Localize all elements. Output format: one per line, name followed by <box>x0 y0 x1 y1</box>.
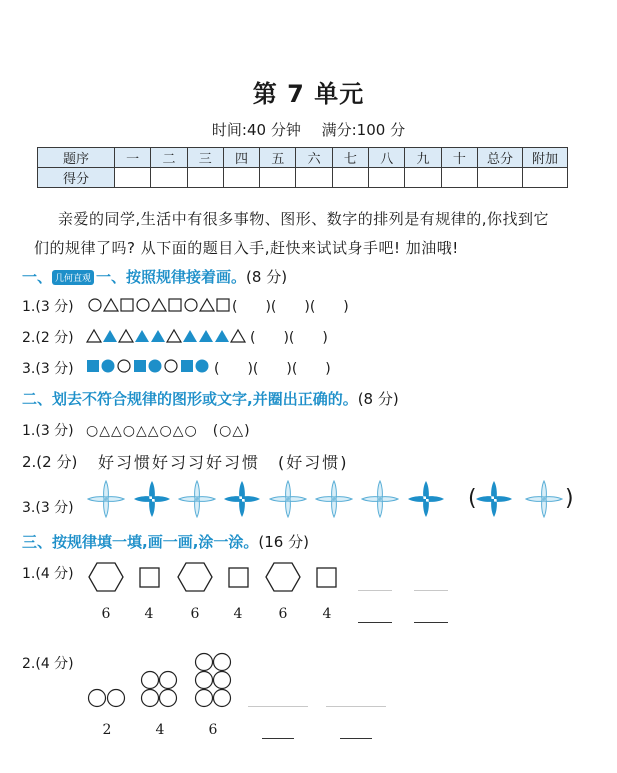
col-header-extra: 附加 <box>523 148 568 168</box>
s3-q1-draw-area-2[interactable] <box>414 590 448 591</box>
s3-q1-answer-line-2[interactable] <box>414 622 448 623</box>
score-cell[interactable] <box>115 168 151 188</box>
section-1-points: (8 分) <box>246 268 288 286</box>
s3-q1-label: 1.(4 分) <box>22 566 74 582</box>
circle-icon <box>118 360 130 372</box>
filled-circle-icon <box>149 360 162 373</box>
s1-q2-shapes <box>86 328 266 344</box>
section-2-points: (8 分) <box>357 390 399 408</box>
hexagon-icon <box>266 563 300 591</box>
s2-q3-paren-open: ( <box>468 486 477 511</box>
circle-icon <box>160 672 177 689</box>
filled-square-icon <box>87 360 99 372</box>
filled-triangle-icon <box>199 330 213 342</box>
circle-icon <box>196 690 213 707</box>
s3-q2-draw-area-2[interactable] <box>326 706 386 707</box>
hexagon-icon <box>89 563 123 591</box>
hexagon-icon <box>178 563 212 591</box>
section-2-title: 二、划去不符合规律的图形或文字,并圈出正确的。 <box>22 390 358 408</box>
s3-q2-answer-line-2[interactable] <box>340 738 372 739</box>
s1-q1-answer-blanks[interactable]: ( )( )( ) <box>232 299 349 315</box>
section-3-title: 三、按规律填一填,画一画,涂一涂。 <box>22 533 259 551</box>
light-pinwheel-icon <box>179 481 215 517</box>
score-cell[interactable] <box>296 168 332 188</box>
col-header: 六 <box>296 148 332 168</box>
filled-triangle-icon <box>135 330 149 342</box>
dark-pinwheel-icon <box>476 481 512 517</box>
col-header: 十 <box>441 148 477 168</box>
circle-icon <box>214 654 231 671</box>
s2-q3-label: 3.(3 分) <box>22 500 74 516</box>
col-header: 九 <box>405 148 441 168</box>
section-1-num: 一、 <box>22 268 53 286</box>
score-table <box>37 147 568 188</box>
circle-icon <box>89 299 101 311</box>
s2-q3-pinwheels[interactable] <box>84 480 574 520</box>
s1-q3-label: 3.(3 分) <box>22 361 74 377</box>
col-header-total: 总分 <box>478 148 523 168</box>
col-header: 二 <box>151 148 187 168</box>
s1-q3-answer-blanks[interactable]: ( )( )( ) <box>214 361 331 377</box>
s2-q3-paren-close: ) <box>565 486 574 511</box>
circle-icon <box>165 360 177 372</box>
s1-q1-label: 1.(3 分) <box>22 299 74 315</box>
s3-q1-number: 6 <box>101 606 111 622</box>
s2-q2-sequence[interactable]: 好习惯好习习好习惯 (好习惯) <box>98 453 349 472</box>
circle-icon <box>137 299 149 311</box>
circle-icon <box>89 690 106 707</box>
square-icon <box>169 299 181 311</box>
s3-q1-number: 4 <box>144 606 154 622</box>
intro-line-2: 们的规律了吗? 从下面的题目入手,赶快来试试身手吧! 加油哦! <box>34 239 459 257</box>
score-cell[interactable] <box>223 168 259 188</box>
triangle-icon <box>104 299 118 311</box>
section-1-title: 一、按照规律接着画。 <box>96 268 247 286</box>
s3-q1-draw-area-1[interactable] <box>358 590 392 591</box>
dark-pinwheel-icon <box>134 481 170 517</box>
square-icon <box>217 299 229 311</box>
triangle-icon <box>167 330 181 342</box>
score-cell[interactable] <box>260 168 296 188</box>
square-icon <box>121 299 133 311</box>
s3-q2-draw-area-1[interactable] <box>248 706 308 707</box>
col-header: 一 <box>115 148 151 168</box>
col-header: 七 <box>332 148 368 168</box>
filled-triangle-icon <box>151 330 165 342</box>
page-title: 第 7 单元 <box>252 80 365 108</box>
score-table-header-row <box>38 148 568 168</box>
col-header: 四 <box>223 148 259 168</box>
score-table-score-row <box>38 168 568 188</box>
circle-icon <box>214 690 231 707</box>
circle-icon <box>196 654 213 671</box>
light-pinwheel-icon <box>316 481 352 517</box>
s3-q2-number: 4 <box>155 722 165 738</box>
circle-icon <box>214 672 231 689</box>
row-label-score: 得分 <box>38 168 115 188</box>
light-pinwheel-icon <box>270 481 306 517</box>
s3-q1-number: 6 <box>278 606 288 622</box>
col-header: 八 <box>369 148 405 168</box>
s1-q2-label: 2.(2 分) <box>22 330 74 346</box>
s3-q1-answer-line-1[interactable] <box>358 622 392 623</box>
col-header: 五 <box>260 148 296 168</box>
filled-triangle-icon <box>183 330 197 342</box>
circle-icon <box>196 672 213 689</box>
score-cell[interactable] <box>405 168 441 188</box>
geometry-tag: 几何直观 <box>52 270 94 285</box>
s1-q2-answer-blanks[interactable]: ( )( ) <box>250 330 328 346</box>
filled-triangle-icon <box>103 330 117 342</box>
score-cell[interactable] <box>441 168 477 188</box>
circle-icon <box>108 690 125 707</box>
triangle-icon <box>87 330 101 342</box>
triangle-icon <box>152 299 166 311</box>
light-pinwheel-icon <box>362 481 398 517</box>
section-1-heading <box>22 266 287 287</box>
full-score: 满分:100 分 <box>321 121 406 139</box>
s3-q2-number: 6 <box>208 722 218 738</box>
col-header: 三 <box>187 148 223 168</box>
score-cell[interactable] <box>151 168 187 188</box>
section-2-heading <box>22 388 399 409</box>
s2-q1-label: 1.(3 分) <box>22 423 74 439</box>
square-icon <box>140 568 159 587</box>
triangle-icon <box>119 330 133 342</box>
s3-q2-circles <box>88 651 238 711</box>
triangle-icon <box>231 330 245 342</box>
square-icon <box>229 568 248 587</box>
score-cell[interactable] <box>187 168 223 188</box>
score-cell[interactable] <box>523 168 568 188</box>
s2-q1-sequence[interactable]: ○△△○△△○△○ (○△) <box>86 423 251 439</box>
s3-q2-answer-line-1[interactable] <box>262 738 294 739</box>
light-pinwheel-icon <box>526 481 562 517</box>
square-icon <box>317 568 336 587</box>
s2-q2-label: 2.(2 分) <box>22 453 78 471</box>
circle-icon <box>142 672 159 689</box>
time-limit: 时间:40 分钟 <box>211 121 301 139</box>
s3-q1-number: 6 <box>190 606 200 622</box>
s3-q1-number: 4 <box>233 606 243 622</box>
section-3-points: (16 分) <box>258 533 309 551</box>
s3-q1-shapes <box>88 561 348 595</box>
circle-icon <box>160 690 177 707</box>
filled-square-icon <box>134 360 146 372</box>
s3-q2-number: 2 <box>102 722 112 738</box>
s3-q2-label: 2.(4 分) <box>22 656 74 672</box>
circle-icon <box>185 299 197 311</box>
score-cell[interactable] <box>478 168 523 188</box>
circle-icon <box>142 690 159 707</box>
filled-circle-icon <box>196 360 209 373</box>
s3-q1-number: 4 <box>322 606 332 622</box>
intro-line-1: 亲爱的同学,生活中有很多事物、图形、数字的排列是有规律的,你找到它 <box>58 210 550 228</box>
triangle-icon <box>200 299 214 311</box>
score-cell[interactable] <box>332 168 368 188</box>
exam-meta <box>0 119 617 140</box>
row-label-question-number: 题序 <box>38 148 115 168</box>
filled-circle-icon <box>102 360 115 373</box>
score-cell[interactable] <box>369 168 405 188</box>
s1-q3-shapes <box>86 358 226 374</box>
dark-pinwheel-icon <box>224 481 260 517</box>
dark-pinwheel-icon <box>408 481 444 517</box>
light-pinwheel-icon <box>88 481 124 517</box>
filled-triangle-icon <box>215 330 229 342</box>
section-3-heading <box>22 531 309 552</box>
filled-square-icon <box>181 360 193 372</box>
